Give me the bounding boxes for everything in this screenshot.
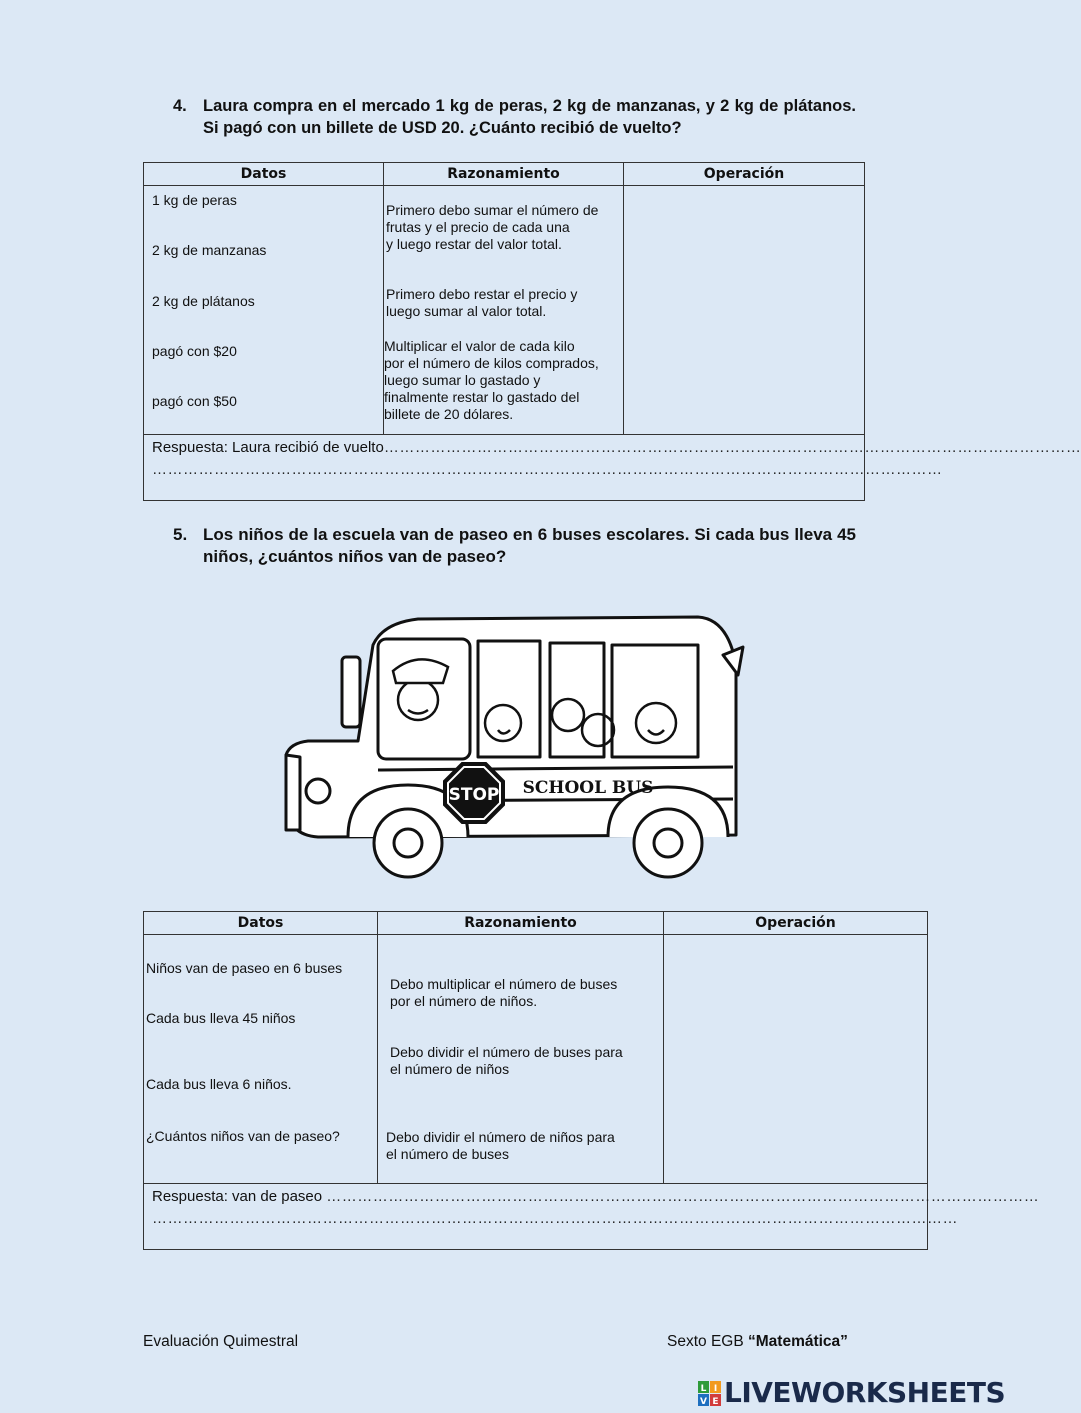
- answer-dots: ………………………………………………………………………………………………………………………: [383, 439, 1081, 456]
- header-datos: Datos: [144, 163, 384, 186]
- dato-item: Cada bus lleva 45 niños: [146, 1010, 296, 1026]
- q5-table: [143, 911, 1040, 1250]
- footer-subject: “Matemática”: [748, 1333, 848, 1350]
- question-5: [173, 524, 858, 570]
- razonamiento-line: luego sumar lo gastado y: [384, 372, 541, 388]
- q4-table: [143, 162, 1081, 501]
- question-text: Laura compra en el mercado 1 kg de peras, 2 kg de manzanas, y 2 kg de plátanos. Si pagó con un billete de USD 20. ¿Cuánto recibió de vuelto?: [203, 97, 856, 137]
- razonamiento-cell[interactable]: [378, 935, 663, 1183]
- answer-dots-line2: ………………………………………………………………………………………………………………………………………: [152, 461, 943, 478]
- svg-text:E: E: [712, 1397, 719, 1407]
- razonamiento-line: Primero debo sumar el número de: [386, 202, 599, 218]
- razonamiento-line: frutas y el precio de cada una: [386, 219, 570, 235]
- question-text: Los niños de la escuela van de paseo en 6 buses escolares. Si cada bus lleva 45 niños, ¿cuántos niños van de paseo?: [203, 525, 856, 566]
- razonamiento-line: el número de buses: [386, 1146, 509, 1162]
- dato-item: pagó con $20: [152, 343, 237, 359]
- datos-cell: [144, 935, 377, 1183]
- question-number: 5.: [173, 525, 188, 544]
- liveworksheets-wordmark: LIVEWORKSHEETS: [724, 1376, 1006, 1409]
- header-razonamiento: Razonamiento: [384, 163, 624, 186]
- liveworksheets-logo[interactable]: [698, 1376, 1006, 1410]
- svg-text:V: V: [700, 1397, 707, 1407]
- razonamiento-line: luego sumar al valor total.: [386, 303, 547, 319]
- dato-item: Niños van de paseo en 6 buses: [146, 960, 343, 976]
- razonamiento-line: finalmente restar lo gastado del: [384, 389, 580, 405]
- razonamiento-line: y luego restar del valor total.: [386, 236, 562, 252]
- respuesta-field[interactable]: [144, 1184, 1040, 1232]
- razonamiento-line: Primero debo restar el precio y: [386, 286, 578, 302]
- razonamiento-line: Multiplicar el valor de cada kilo: [384, 338, 575, 354]
- razonamiento-line: por el número de kilos comprados,: [384, 355, 599, 371]
- footer-grade: Sexto EGB: [667, 1333, 744, 1350]
- razonamiento-line: Debo dividir el número de niños para: [386, 1129, 615, 1145]
- answer-dots: …………………………………………………………………………………………………………………………: [326, 1188, 1040, 1205]
- dato-item: ¿Cuántos niños van de paseo?: [146, 1128, 340, 1144]
- header-datos: Datos: [144, 912, 378, 935]
- svg-text:L: L: [700, 1384, 707, 1394]
- footer-left: Evaluación Quimestral: [143, 1333, 299, 1350]
- question-4: [173, 95, 858, 141]
- operacion-cell[interactable]: [664, 935, 927, 1183]
- dato-item: Cada bus lleva 6 niños.: [146, 1076, 292, 1092]
- respuesta-label: Respuesta: Laura recibió de vuelto: [152, 439, 384, 456]
- razonamiento-line: por el número de niños.: [390, 993, 538, 1009]
- header-razonamiento: Razonamiento: [378, 912, 664, 935]
- liveworksheets-logo-icon: [698, 1381, 722, 1407]
- dato-item: 1 kg de peras: [152, 192, 237, 208]
- question-number: 4.: [173, 97, 187, 115]
- datos-cell: [144, 186, 383, 434]
- respuesta-label: Respuesta: van de paseo: [152, 1188, 323, 1205]
- dato-item: 2 kg de manzanas: [152, 242, 267, 258]
- answer-dots-line2: …………………………………………………………………………………………………………………………………………: [152, 1210, 958, 1227]
- stop-sign-text: STOP: [448, 785, 500, 805]
- bus-label: SCHOOL BUS: [522, 778, 654, 798]
- razonamiento-line: billete de 20 dólares.: [384, 406, 514, 422]
- razonamiento-line: Debo multiplicar el número de buses: [390, 976, 618, 992]
- razonamiento-line: Debo dividir el número de buses para: [390, 1044, 623, 1060]
- dato-item: 2 kg de plátanos: [152, 293, 255, 309]
- footer-right: [667, 1333, 848, 1351]
- header-operacion: Operación: [664, 912, 928, 935]
- operacion-cell[interactable]: [624, 186, 864, 434]
- svg-text:I: I: [713, 1384, 718, 1394]
- razonamiento-cell[interactable]: [384, 186, 623, 434]
- header-operacion: Operación: [624, 163, 865, 186]
- dato-item: pagó con $50: [152, 393, 237, 409]
- razonamiento-line: el número de niños: [390, 1061, 510, 1077]
- school-bus-illustration: [278, 605, 753, 885]
- respuesta-field[interactable]: [144, 435, 1081, 483]
- stop-sign: [444, 763, 504, 823]
